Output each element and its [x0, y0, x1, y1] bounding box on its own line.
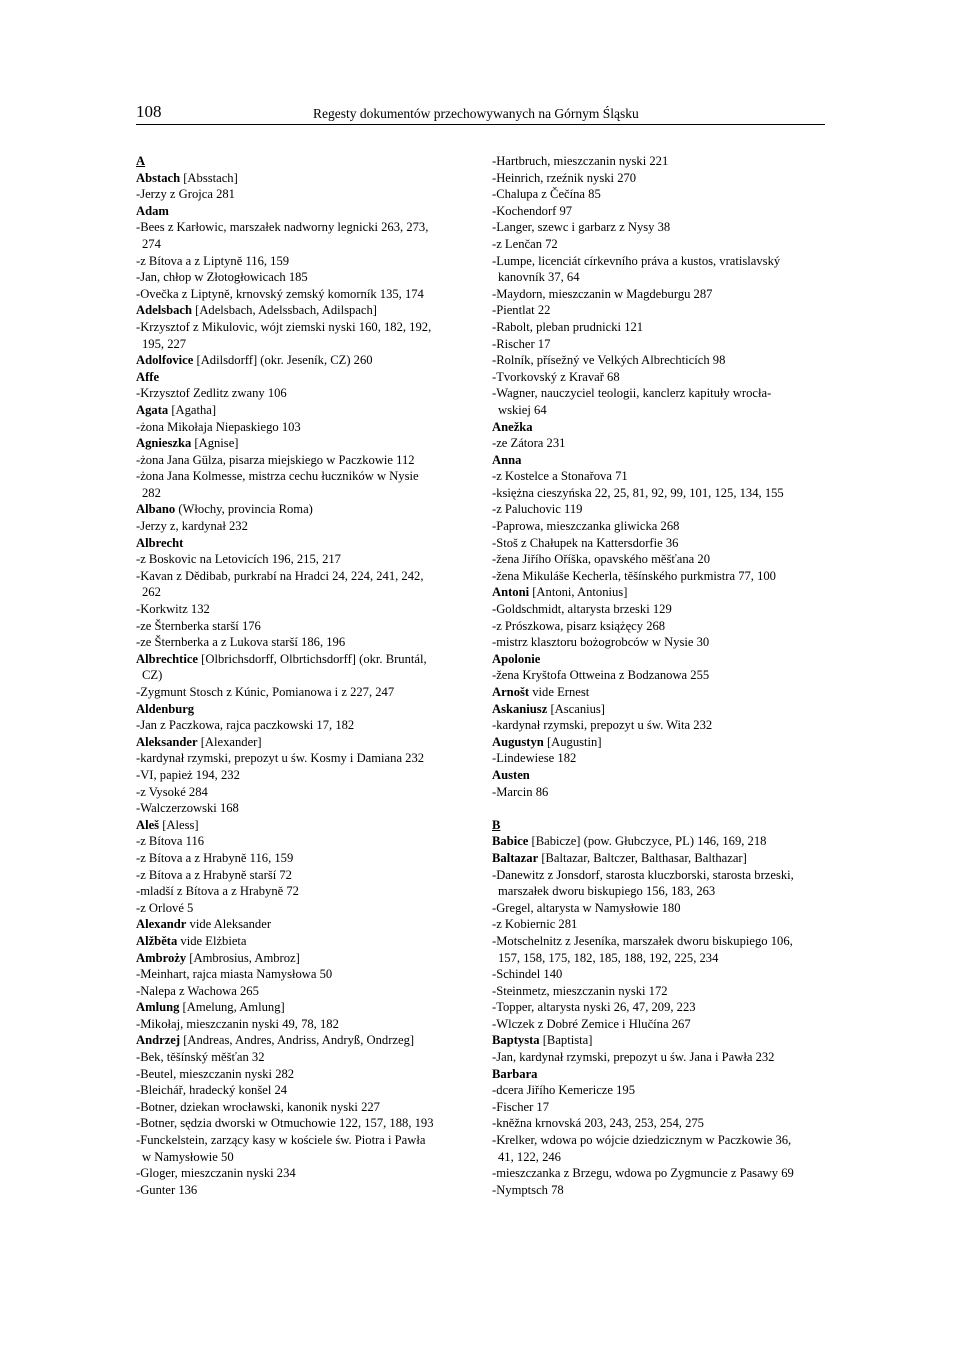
section-letter: A [136, 154, 146, 168]
index-subentry: -Maydorn, mieszczanin w Magdeburgu 287 [492, 286, 713, 301]
index-subentry-continuation: 274 [142, 236, 161, 251]
running-title: Regesty dokumentów przechowywanych na Górnym Śląsku [313, 106, 639, 121]
index-subentry: -z Lenčan 72 [492, 236, 558, 251]
headword: Baltazar [492, 850, 539, 865]
headword: Babice [492, 834, 529, 849]
headword: Alžběta [136, 933, 178, 948]
page-header [136, 100, 825, 125]
headword-variants: [Antoni, Antonius] [529, 585, 628, 600]
index-subentry: -Bleichář, hradecký konšel 24 [136, 1083, 288, 1098]
index-subentry: -Kavan z Dědibab, purkrabí na Hradci 24, 224, 241, 242, [136, 568, 424, 583]
headword-variants: vide Ernest [529, 685, 590, 699]
headword: Albrechtice [136, 651, 199, 666]
index-headword-entry [492, 1032, 832, 1049]
index-subentry: -żona Jana Kolmesse, mistrza cechu łuczników w Nysie [136, 469, 419, 484]
index-subentry: -z Bítova a z Liptyně 116, 159 [136, 253, 290, 268]
index-subentry: -Beutel, mieszczanin nyski 282 [136, 1066, 295, 1081]
section-letter: B [492, 817, 501, 832]
index-subentry: -żona Mikołaja Niepaskiego 103 [136, 419, 301, 434]
headword: Adam [136, 203, 169, 218]
index-subentry: -Goldschmidt, altarysta brzeski 129 [492, 602, 672, 617]
index-subentry: -žena Mikuláše Kecherla, těšínského purkmistra 77, 100 [492, 568, 776, 583]
index-subentry: -z Kobiernic 281 [492, 917, 578, 932]
index-subentry: -Botner, sędzia dworski w Otmuchowie 122, 157, 188, 193 [136, 1116, 434, 1131]
page-number: 108 [136, 102, 162, 121]
headword: Austen [492, 767, 530, 782]
index-headword-entry [136, 203, 468, 220]
headword: Arnošt [492, 685, 530, 699]
index-headword-entry [492, 684, 832, 701]
index-headword-entry [136, 734, 468, 751]
headword: Aldenburg [136, 701, 195, 716]
headword: Agnieszka [136, 436, 192, 451]
index-subentry: -Krzysztof z Mikulovic, wójt ziemski nyski 160, 182, 192, [136, 319, 432, 334]
index-subentry: -Kochendorf 97 [492, 203, 573, 218]
index-headword-entry [492, 651, 832, 668]
index-headword-entry [136, 352, 468, 369]
headword: Albano [136, 502, 176, 517]
index-headword-entry [492, 584, 832, 601]
headword: Adelsbach [136, 303, 192, 318]
headword: Askaniusz [492, 701, 548, 716]
index-subentry-continuation: 157, 158, 175, 182, 185, 188, 192, 225, 234 [498, 950, 719, 965]
headword: Ambroży [136, 950, 187, 965]
headword-variants: [Olbrichsdorff, Olbrtichsdorff] (okr. Bruntál, [198, 651, 427, 666]
headword: Adolfovice [136, 353, 194, 368]
index-subentry: -Wagner, nauczyciel teologii, kanclerz kapituły wrocła- [492, 386, 772, 401]
index-subentry: -ze Šternberka starší 176 [136, 618, 261, 633]
headword: Anežka [492, 419, 533, 434]
index-subentry: -mladší z Bítova a z Hrabyně 72 [136, 884, 299, 899]
index-subentry: -Langer, szewc i garbarz z Nysy 38 [492, 220, 671, 235]
index-subentry: -Nalepa z Wachowa 265 [136, 983, 259, 998]
headword: Aleš [136, 817, 160, 832]
index-subentry: -Hartbruch, mieszczanin nyski 221 [492, 154, 669, 168]
index-subentry: -žena Kryštofa Ottweina z Bodzanowa 255 [492, 668, 710, 683]
index-subentry: -Krelker, wdowa po wójcie dziedzicznym w Paczkowie 36, [492, 1133, 792, 1148]
index-subentry: -z Bítova a z Hrabyně 116, 159 [136, 850, 294, 865]
index-subentry: -Jan z Paczkowa, rajca paczkowski 17, 182 [136, 718, 355, 733]
index-subentry: -z Bítova a z Hrabyně starší 72 [136, 867, 292, 882]
index-subentry: -z Bítova 116 [136, 834, 205, 849]
index-subentry-continuation: kanovník 37, 64 [498, 270, 580, 285]
headword: Augustyn [492, 734, 544, 749]
index-subentry: -Jerzy z Grojca 281 [136, 187, 235, 202]
index-subentry: -Motschelnitz z Jeseníka, marszałek dworu biskupiego 106, [492, 933, 793, 948]
headword-variants: [Ambrosius, Ambroz] [186, 950, 300, 965]
index-subentry: -Mikołaj, mieszczanin nyski 49, 78, 182 [136, 1016, 339, 1031]
index-headword-entry [136, 170, 468, 187]
index-subentry: -žena Jiřího Oříška, opavského měšťana 20 [492, 552, 711, 567]
index-subentry: -Schindel 140 [492, 967, 563, 982]
headword-variants: (Włochy, provincia Roma) [175, 502, 313, 517]
index-headword-entry [492, 734, 832, 751]
index-subentry-continuation: 262 [142, 585, 161, 600]
index-subentry: -Nymptsch 78 [492, 1182, 564, 1197]
index-subentry: -VI, papież 194, 232 [136, 767, 240, 782]
index-headword-entry [136, 1032, 468, 1049]
headword-variants: [Aless] [159, 817, 199, 832]
headword-variants: [Augustin] [543, 734, 602, 749]
index-subentry: -kněžna krnovská 203, 243, 253, 254, 275 [492, 1116, 704, 1131]
index-subentry: -Paprowa, mieszczanka gliwicka 268 [492, 519, 680, 534]
index-subentry: -Wlczek z Dobré Zemice i Hlučína 267 [492, 1016, 691, 1031]
index-subentry: -Krzysztof Zedlitz zwany 106 [136, 386, 287, 401]
index-subentry: -Bek, těšínský měšťan 32 [136, 1050, 265, 1065]
index-subentry: -z Orlové 5 [136, 900, 194, 915]
headword-variants: [Agnise] [191, 436, 239, 451]
index-subentry: -Tvorkovský z Kravař 68 [492, 369, 620, 384]
headword: Affe [136, 369, 160, 384]
index-subentry: -z Paluchovic 119 [492, 502, 583, 517]
index-subentry: -Gunter 136 [136, 1182, 198, 1197]
index-subentry: -Fischer 17 [492, 1099, 550, 1114]
index-subentry: -Lindewiese 182 [492, 751, 577, 766]
index-subentry-continuation: CZ) [142, 668, 163, 683]
headword-variants: [Adilsdorff] (okr. Jeseník, CZ) 260 [193, 353, 373, 368]
index-subentry: -Pientlat 22 [492, 303, 551, 318]
index-headword-entry [136, 435, 468, 452]
index-subentry: -ze Zátora 231 [492, 436, 566, 451]
index-subentry: -Funckelstein, zarzący kasy w kościele św. Piotra i Pawła [136, 1133, 426, 1148]
index-subentry-continuation: marszałek dworu biskupiego 156, 183, 263 [498, 884, 716, 899]
headword: Baptysta [492, 1033, 540, 1048]
index-subentry: -Chalupa z Čečína 85 [492, 187, 601, 202]
headword-variants: [Amelung, Amlung] [179, 1000, 285, 1015]
index-subentry-continuation: 282 [142, 485, 161, 500]
index-headword-entry [492, 850, 832, 867]
index-headword-entry [492, 1066, 832, 1083]
index-subentry: -Rabolt, pleban prudnicki 121 [492, 319, 644, 334]
index-headword-entry [136, 701, 468, 718]
index-subentry-continuation: 195, 227 [142, 336, 187, 351]
index-subentry: -żona Jana Gülza, pisarza miejskiego w Paczkowie 112 [136, 452, 415, 467]
headword-variants: vide Elżbieta [177, 933, 247, 948]
headword: Agata [136, 402, 169, 417]
index-subentry: -Korkwitz 132 [136, 602, 210, 617]
headword: Abstach [136, 170, 181, 185]
headword-variants: [Alexander] [197, 734, 262, 749]
index-headword-entry [492, 833, 832, 850]
index-subentry: -Marcin 86 [492, 784, 549, 799]
index-headword-entry [136, 933, 468, 950]
index-subentry: -Botner, dziekan wrocławski, kanonik nyski 227 [136, 1099, 380, 1114]
index-headword-entry [492, 419, 832, 436]
index-headword-entry [136, 950, 468, 967]
index-headword-entry [492, 452, 832, 469]
index-subentry: -kardynał rzymski, prepozyt u św. Wita 232 [492, 718, 713, 733]
headword: Apolonie [492, 651, 541, 666]
index-subentry: -Jan, chłop w Złotogłowicach 185 [136, 270, 308, 285]
headword-variants: [Agatha] [168, 402, 217, 417]
index-subentry: -Lumpe, licenciát církevního práva a kustos, vratislavský [492, 253, 781, 268]
index-headword-entry [136, 501, 468, 518]
index-subentry: -Rischer 17 [492, 336, 551, 351]
headword-variants: [Absstach] [180, 170, 238, 185]
headword-variants: [Andreas, Andres, Andriss, Andryß, Ondrzeg] [180, 1033, 415, 1048]
index-headword-entry [136, 302, 468, 319]
index-subentry: -z Vysoké 284 [136, 784, 208, 799]
index-subentry: -kardynał rzymski, prepozyt u św. Kosmy i Damiana 232 [136, 751, 425, 766]
headword: Aleksander [136, 734, 198, 749]
index-headword-entry [136, 369, 468, 386]
index-column-left [136, 153, 468, 1198]
index-headword-entry [492, 701, 832, 718]
headword-variants: [Baptista] [539, 1033, 593, 1048]
index-subentry: -Jan, kardynał rzymski, prepozyt u św. Jana i Pawła 232 [492, 1050, 775, 1065]
index-headword-entry [136, 999, 468, 1016]
index-headword-entry [492, 767, 832, 784]
index-headword-entry [136, 651, 468, 668]
index-subentry: -Rolník, přísežný ve Velkých Albrechticích 98 [492, 353, 726, 368]
index-subentry: -Stoš z Chałupek na Kattersdorfie 36 [492, 535, 679, 550]
index-subentry: -Danewitz z Jonsdorf, starosta kluczborski, starosta brzeski, [492, 867, 794, 882]
index-headword-entry [136, 817, 468, 834]
headword: Andrzej [136, 1033, 181, 1048]
index-subentry: -Gloger, mieszczanin nyski 234 [136, 1166, 296, 1181]
index-subentry: -Gregel, altarysta w Namysłowie 180 [492, 900, 681, 915]
index-subentry: -Meinhart, rajca miasta Namysłowa 50 [136, 967, 333, 982]
headword-variants: [Babicze] (pow. Głubczyce, PL) 146, 169, 218 [528, 834, 767, 849]
index-subentry: -Zygmunt Stosch z Kúnic, Pomianowa i z 227, 247 [136, 685, 395, 699]
headword-variants: [Ascanius] [547, 701, 606, 716]
section-spacer [492, 800, 832, 817]
index-subentry: -z Prószkowa, pisarz książęcy 268 [492, 618, 666, 633]
index-subentry: -Jerzy z, kardynał 232 [136, 519, 248, 534]
index-subentry: -ze Šternberka a z Lukova starší 186, 196 [136, 635, 346, 650]
headword-variants: [Adelsbach, Adelssbach, Adilspach] [191, 303, 377, 318]
index-subentry: -Heinrich, rzeźnik nyski 270 [492, 170, 637, 185]
index-subentry: -Walczerzowski 168 [136, 801, 239, 816]
index-headword-entry [136, 402, 468, 419]
index-subentry-continuation: wskiej 64 [498, 402, 547, 417]
headword: Barbara [492, 1066, 538, 1081]
index-subentry: -dcera Jiřího Kemericze 195 [492, 1083, 636, 1098]
index-column-right [492, 153, 832, 1198]
index-subentry: -mieszczanka z Brzegu, wdowa po Zygmuncie z Pasawy 69 [492, 1166, 794, 1181]
index-subentry: -z Boskovic na Letovicích 196, 215, 217 [136, 552, 341, 567]
headword: Albrecht [136, 535, 184, 550]
index-subentry-continuation: 41, 122, 246 [498, 1149, 561, 1164]
index-subentry: -z Kostelce a Stonařova 71 [492, 469, 628, 484]
index-subentry: -Topper, altarysta nyski 26, 47, 209, 223 [492, 1000, 696, 1015]
headword: Alexandr [136, 917, 187, 932]
index-headword-entry [136, 535, 468, 552]
headword-variants: vide Aleksander [186, 917, 272, 932]
index-subentry: -księżna cieszyńska 22, 25, 81, 92, 99, 101, 125, 134, 155 [492, 485, 784, 500]
index-headword-entry [136, 916, 468, 933]
headword: Amlung [136, 1000, 180, 1015]
index-subentry: -Steinmetz, mieszczanin nyski 172 [492, 983, 668, 998]
index-subentry: -Ovečka z Liptyně, krnovský zemský komorník 135, 174 [136, 286, 424, 301]
index-subentry: -Bees z Karłowic, marszałek nadworny legnicki 263, 273, [136, 220, 429, 235]
index-subentry-continuation: w Namysłowie 50 [142, 1149, 234, 1164]
headword-variants: [Baltazar, Baltczer, Balthasar, Balthazar] [538, 850, 747, 865]
index-subentry: -mistrz klasztoru bożogrobców w Nysie 30 [492, 635, 710, 650]
headword: Anna [492, 452, 522, 467]
headword: Antoni [492, 585, 530, 600]
